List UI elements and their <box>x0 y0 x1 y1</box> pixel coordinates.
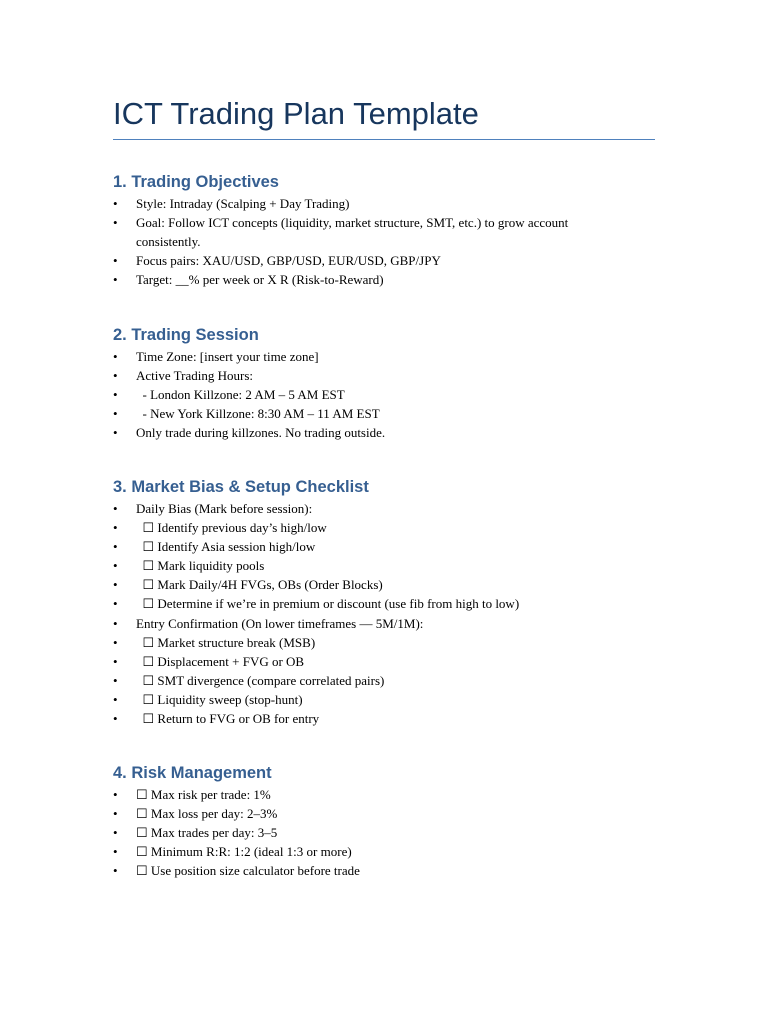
list-item <box>113 366 673 385</box>
section-heading: 3. Market Bias & Setup Checklist <box>113 478 369 496</box>
list-item-text: ☐ Displacement + FVG or OB <box>136 653 305 669</box>
list-item <box>113 213 673 251</box>
item-list <box>113 499 673 728</box>
list-item-text: ☐ Use position size calculator before trade <box>136 863 360 879</box>
bullet-icon: • <box>113 691 118 707</box>
list-item <box>113 385 673 404</box>
checklist-item <box>113 518 673 537</box>
list-item-text: ☐ Liquidity sweep (stop-hunt) <box>136 691 303 707</box>
item-list <box>113 347 673 442</box>
bullet-icon: • <box>113 634 118 650</box>
checklist-item <box>113 785 673 804</box>
list-item <box>113 347 673 366</box>
bullet-icon: • <box>113 501 118 516</box>
list-item-text: ☐ Determine if we’re in premium or discount (use fib from high to low) <box>136 596 520 612</box>
bullet-icon: • <box>113 387 118 403</box>
bullet-icon: • <box>113 558 118 574</box>
bullet-icon: • <box>113 539 118 555</box>
list-item-text: Style: Intraday (Scalping + Day Trading) <box>136 196 350 211</box>
checklist-item <box>113 537 673 556</box>
section-heading: 2. Trading Session <box>113 326 259 344</box>
bullet-icon: • <box>113 787 118 802</box>
bullet-icon: • <box>113 349 118 364</box>
list-item-text: - New York Killzone: 8:30 AM – 11 AM EST <box>136 406 380 422</box>
checklist-item <box>113 709 673 728</box>
list-item-text: ☐ Minimum R:R: 1:2 (ideal 1:3 or more) <box>136 844 352 860</box>
bullet-icon: • <box>113 520 118 536</box>
checklist-item <box>113 594 673 613</box>
section-heading: 4. Risk Management <box>113 764 272 782</box>
item-list <box>113 785 673 880</box>
list-item-text: Goal: Follow ICT concepts (liquidity, market structure, SMT, etc.) to grow account <box>136 215 569 231</box>
list-item-text: Only trade during killzones. No trading outside. <box>136 425 386 441</box>
list-item-text: ☐ Return to FVG or OB for entry <box>136 711 320 727</box>
list-item-text: ☐ SMT divergence (compare correlated pairs) <box>136 672 385 688</box>
checklist-item <box>113 671 673 690</box>
bullet-icon: • <box>113 596 118 612</box>
bullet-icon: • <box>113 672 118 688</box>
section-market-bias-checklist <box>113 475 673 728</box>
list-item-text: Entry Confirmation (On lower timeframes — 5M/1M): <box>136 615 424 631</box>
page-title: ICT Trading Plan Template <box>113 96 479 131</box>
bullet-icon: • <box>113 406 118 422</box>
checklist-item <box>113 633 673 652</box>
bullet-icon: • <box>113 272 118 288</box>
list-item <box>113 251 673 270</box>
list-item <box>113 614 673 633</box>
list-item-text: Daily Bias (Mark before session): <box>136 501 313 516</box>
list-item <box>113 404 673 423</box>
list-item-text: ☐ Identify previous day’s high/low <box>136 520 327 536</box>
list-item <box>113 194 673 213</box>
bullet-icon: • <box>113 215 118 231</box>
list-item-text: - London Killzone: 2 AM – 5 AM EST <box>136 387 345 403</box>
list-item-text: ☐ Max risk per trade: 1% <box>136 787 271 802</box>
list-item-text: ☐ Max trades per day: 3–5 <box>136 825 278 841</box>
list-item-text: ☐ Mark Daily/4H FVGs, OBs (Order Blocks) <box>136 577 383 593</box>
section-trading-session <box>113 323 673 442</box>
section-heading: 1. Trading Objectives <box>113 173 279 191</box>
list-item-text: Target: __% per week or X R (Risk-to-Reward) <box>136 272 384 288</box>
list-item-text: ☐ Identify Asia session high/low <box>136 539 316 555</box>
checklist-item <box>113 652 673 671</box>
bullet-icon: • <box>113 825 118 841</box>
bullet-icon: • <box>113 615 118 631</box>
checklist-item <box>113 842 673 861</box>
list-item-text: Active Trading Hours: <box>136 368 253 384</box>
list-item <box>113 423 673 442</box>
checklist-item <box>113 575 673 594</box>
list-item-text: ☐ Max loss per day: 2–3% <box>136 806 278 822</box>
list-item-text: Focus pairs: XAU/USD, GBP/USD, EUR/USD, GBP/JPY <box>136 253 441 269</box>
bullet-icon: • <box>113 196 118 211</box>
title-divider <box>113 139 655 140</box>
bullet-icon: • <box>113 711 118 727</box>
checklist-item <box>113 690 673 709</box>
bullet-icon: • <box>113 368 118 384</box>
list-item-text: ☐ Mark liquidity pools <box>136 558 265 574</box>
section-risk-management <box>113 761 673 880</box>
bullet-icon: • <box>113 253 118 269</box>
bullet-icon: • <box>113 653 118 669</box>
checklist-item <box>113 823 673 842</box>
checklist-item <box>113 861 673 880</box>
list-item <box>113 270 673 289</box>
item-list <box>113 194 673 289</box>
list-item-text-continuation: consistently. <box>136 234 201 250</box>
list-item <box>113 499 673 518</box>
checklist-item <box>113 804 673 823</box>
list-item-text: Time Zone: [insert your time zone] <box>136 349 319 364</box>
bullet-icon: • <box>113 577 118 593</box>
bullet-icon: • <box>113 844 118 860</box>
bullet-icon: • <box>113 425 118 441</box>
bullet-icon: • <box>113 806 118 822</box>
list-item-text: ☐ Market structure break (MSB) <box>136 634 316 650</box>
section-trading-objectives <box>113 170 673 289</box>
bullet-icon: • <box>113 863 118 879</box>
checklist-item <box>113 556 673 575</box>
